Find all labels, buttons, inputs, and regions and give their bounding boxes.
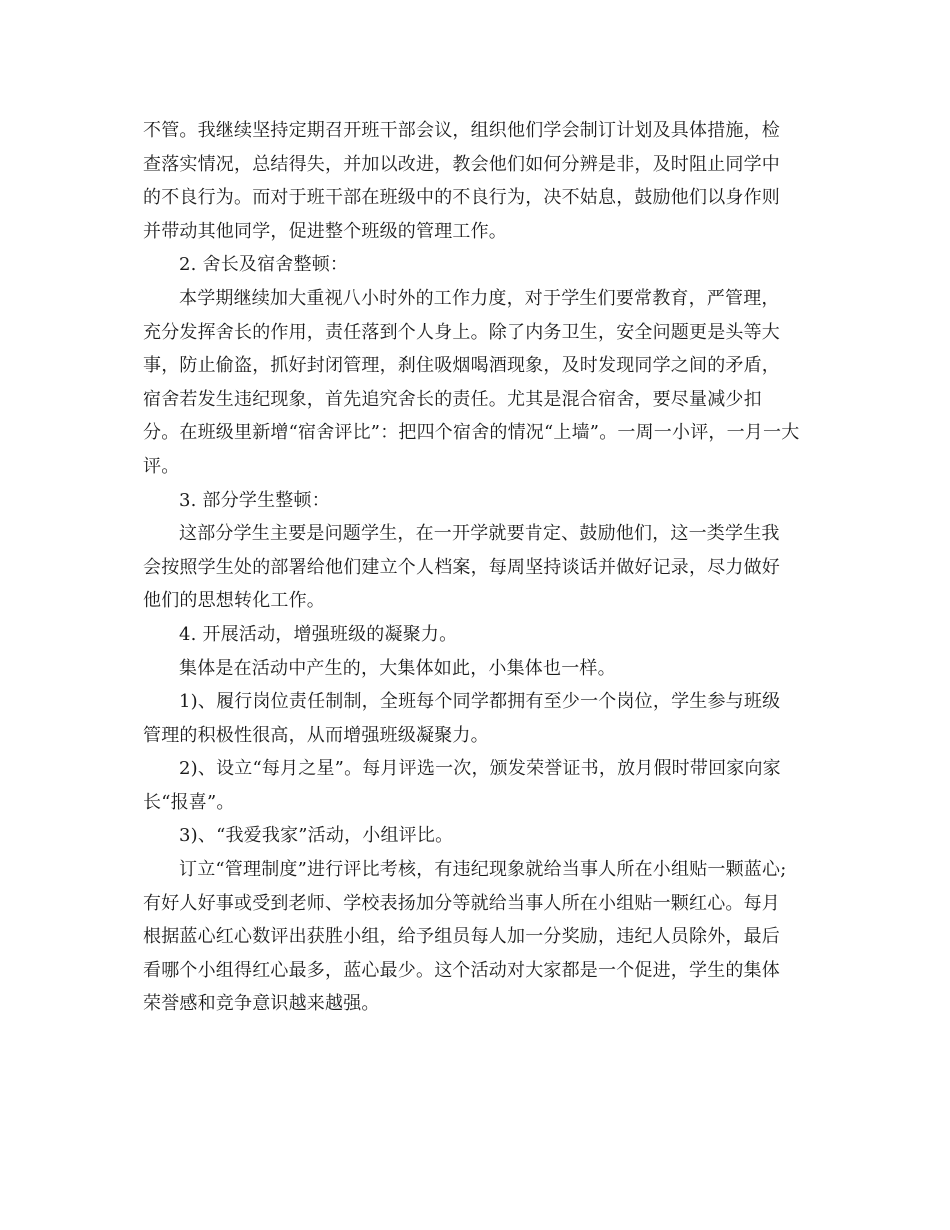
text-line: 评。 [143,455,180,477]
document-body [143,114,815,1021]
text-line: 订立“管理制度”进行评比考核，有违纪现象就给当事人所在小组贴一颗蓝心; [179,859,787,881]
text-line: 会按照学生处的部署给他们建立个人档案，每周坚持谈话并做好记录，尽力做好 [143,556,780,578]
text-line: 有好人好事或受到老师、学校表扬加分等就给当事人所在小组贴一颗红心。每月 [143,892,780,914]
text-line: 并带动其他同学，促进整个班级的管理工作。 [143,220,507,242]
text-line: 充分发挥舍长的作用，责任落到个人身上。除了内务卫生，安全问题更是头等大 [143,321,780,343]
text-line: 事，防止偷盗，抓好封闭管理，刹住吸烟喝酒现象，及时发现同学之间的矛盾， [143,355,780,377]
text-line: 的不良行为。而对于班干部在班级中的不良行为，决不姑息，鼓励他们以身作则 [143,187,780,209]
text-line: 3. 部分学生整顿： [179,489,330,511]
text-line: 1)、履行岗位责任制制，全班每个同学都拥有至少一个岗位，学生参与班级 [179,691,781,713]
text-line: 分。在班级里新增“宿舍评比”：把四个宿舍的情况“上墙”。一周一小评，一月一大 [143,422,800,444]
text-line: 宿舍若发生违纪现象，首先追究舍长的责任。尤其是混合宿舍，要尽量减少扣 [143,388,762,410]
text-line: 3)、“我爱我家”活动，小组评比。 [179,825,454,847]
text-line: 查落实情况，总结得失，并加以改进，教会他们如何分辨是非，及时阻止同学中 [143,153,780,175]
text-line: 长“报喜”。 [143,791,235,813]
text-line: 管理的积极性很高，从而增强班级凝聚力。 [143,724,489,746]
text-line: 2. 舍长及宿舍整顿： [179,254,349,276]
text-line: 不管。我继续坚持定期召开班干部会议，组织他们学会制订计划及具体措施，检 [143,120,780,141]
text-line: 本学期继续加大重视八小时外的工作力度，对于学生们要常教育，严管理， [179,287,780,309]
text-line: 4. 开展活动，增强班级的凝聚力。 [179,623,458,645]
text-line: 看哪个小组得红心最多，蓝心最少。这个活动对大家都是一个促进，学生的集体 [143,959,780,981]
text-line: 荣誉感和竞争意识越来越强。 [143,993,380,1015]
text-line: 他们的思想转化工作。 [143,590,325,612]
text-line: 2)、设立“每月之星”。每月评选一次，颁发荣誉证书，放月假时带回家向家 [179,758,781,780]
text-line: 这部分学生主要是问题学生，在一开学就要肯定、鼓励他们，这一类学生我 [179,523,780,545]
text-line: 根据蓝心红心数评出获胜小组，给予组员每人加一分奖励，违纪人员除外，最后 [143,926,780,948]
text-line: 集体是在活动中产生的，大集体如此，小集体也一样。 [179,657,616,679]
